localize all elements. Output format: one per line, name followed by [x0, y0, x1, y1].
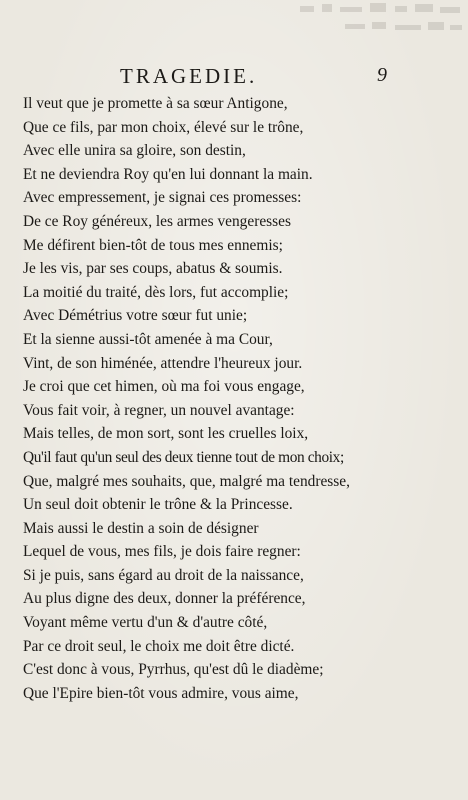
verse-line: Mais aussi le destin a soin de désigner [23, 519, 259, 537]
verse-line: Si je puis, sans égard au droit de la naissance, [23, 566, 304, 584]
verse-line: Par ce droit seul, le choix me doit être dicté. [23, 637, 295, 655]
verse-line: Je les vis, par ses coups, abatus & soumis. [23, 260, 283, 278]
verse-line: Il veut que je promette à sa sœur Antigone, [23, 95, 288, 112]
verse-line: Et ne deviendra Roy qu'en lui donnant la main. [23, 165, 313, 183]
verse-line: Au plus digne des deux, donner la préférence, [23, 590, 306, 608]
verse-line: Avec Démétrius votre sœur fut unie; [23, 307, 248, 325]
verse-line: Vint, de son himénée, attendre l'heureux jour. [23, 354, 303, 372]
verse-line: C'est donc à vous, Pyrrhus, qu'est dû le diadème; [23, 661, 324, 679]
show-through-ink [0, 0, 468, 55]
running-title: TRAGEDIE. [120, 64, 258, 88]
verse-block [23, 92, 463, 705]
verse-line: Qu'il faut qu'un seul des deux tienne tout de mon choix; [23, 448, 344, 466]
verse-line: Que ce fils, par mon choix, élevé sur le trône, [23, 118, 304, 136]
verse-line: Lequel de vous, mes fils, je dois faire regner: [23, 543, 301, 561]
verse-line: Voyant même vertu d'un & d'autre côté, [23, 614, 268, 632]
verse-line: La moitié du traité, dès lors, fut accomplie; [23, 283, 289, 301]
verse-line: Avec elle unira sa gloire, son destin, [23, 142, 246, 160]
verse-line: Avec empressement, je signai ces promesses: [23, 189, 302, 207]
verse-line: Un seul doit obtenir le trône & la Princesse. [23, 496, 293, 514]
verse-line: De ce Roy généreux, les armes vengeresses [23, 212, 291, 230]
verse-line: Mais telles, de mon sort, sont les cruelles loix, [23, 425, 309, 443]
verse-line: Me défirent bien-tôt de tous mes ennemis; [23, 236, 283, 254]
verse-line: Que, malgré mes souhaits, que, malgré ma tendresse, [23, 472, 350, 490]
verse-line: Et la sienne aussi-tôt amenée à ma Cour, [23, 330, 273, 348]
verse-line: Je croi que cet himen, où ma foi vous engage, [23, 378, 305, 396]
verse-line: Vous fait voir, à regner, un nouvel avantage: [23, 401, 295, 419]
running-head [0, 64, 468, 92]
page-number: 9 [377, 64, 387, 86]
verse-line: Que l'Epire bien-tôt vous admire, vous aime, [23, 684, 299, 702]
